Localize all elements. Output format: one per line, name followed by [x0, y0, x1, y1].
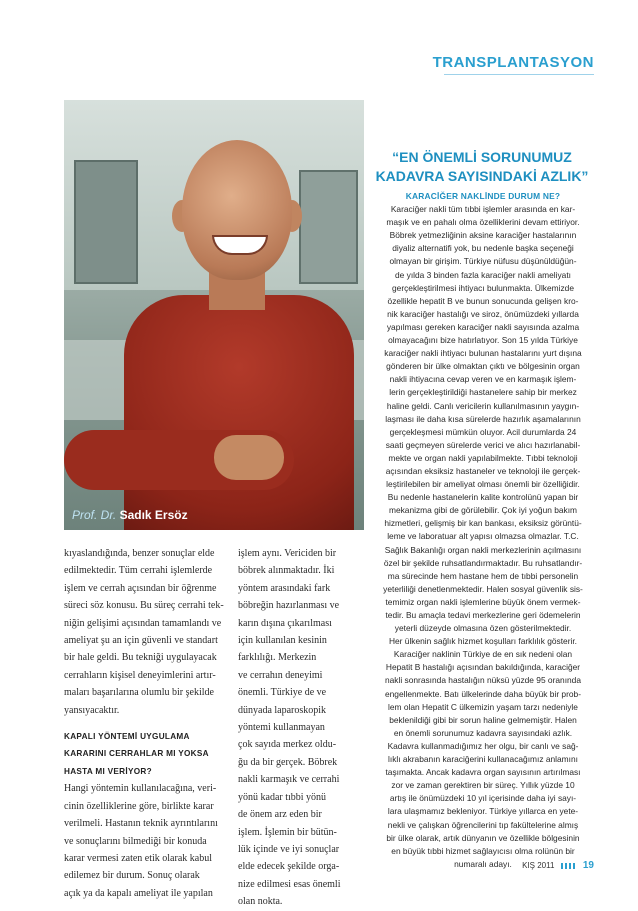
photo-medical-equipment-right: [299, 170, 358, 284]
caption-name: Sadık Ersöz: [119, 508, 188, 522]
sidebar-title: [372, 148, 592, 186]
subheading-line: KARARINI CERRAHLAR MI YOKSA: [64, 749, 209, 759]
sidebar-text-line: nekli ve çalışkan öğrencilerini tıp fakültelerine almış: [387, 819, 579, 830]
sidebar-text-line: numaralı adayı.: [454, 858, 512, 869]
sidebar-title-line: KADAVRA SAYISINDAKİ AZLIK”: [375, 168, 589, 184]
sidebar-text-line: temimiz organ nakli işlemlerine büyük önem vermek-: [385, 596, 581, 607]
body-text-line: cinin özelliklerine göre, birlikte karar: [64, 800, 214, 812]
sidebar-text-line: en önemli sorunumuz kadavra sayısındaki azlık.: [393, 727, 573, 738]
sidebar-text-line: Bu nedenle hastanelerin kalite kontrolünü yapan bir: [387, 492, 579, 503]
body-text-line: edilemez bir durum. Sonuç olarak: [64, 870, 200, 882]
body-text-line: niğin gelişimi açısından tamamlandı ve: [64, 617, 222, 629]
sidebar-text-line: lem olan Hepatit C ülkemizin yaşam tarzı nedeniyle: [388, 701, 578, 712]
body-text-line: yansıyacaktır.: [64, 704, 120, 716]
sidebar-text-line: hizmetleri, gelişmiş bir kan bankası, eksiksiz görüntü-: [384, 518, 582, 529]
sidebar-text-line: lıklı akrabanın karaciğerini kullanacağımız anlamını: [388, 754, 578, 765]
issue-label: KIŞ 2011: [522, 861, 555, 870]
subheading-line: HASTA MI VERİYOR?: [64, 766, 152, 776]
sidebar-text-line: artış ile önümüzdeki 10 yıl içerisinde daha iyi sayı-: [389, 793, 577, 804]
body-text-line: işlem aynı. Vericiden bir: [238, 548, 337, 559]
body-text-line: bir hale geldi. Bu tekniği uygulayacak: [64, 652, 217, 664]
photo-medical-equipment-left: [74, 160, 138, 284]
body-text-line: elde edecek şekilde orga-: [238, 861, 340, 873]
body-text-line: karar vermesi zaten etik olarak kabul: [64, 852, 212, 864]
sidebar-text-line: yeterli düzeyde olmasına özen gösterilmektedir.: [394, 623, 572, 634]
body-text-line: süreci söz konusu. Bu süreç cerrahi tek-: [64, 600, 224, 612]
sidebar-text-line: de yılda 3 binden fazla karaciğer nakli ameliyatı: [395, 269, 571, 280]
sidebar-text-line: maşık ve en pahalı olma özelliklerini devam ettiriyor.: [386, 217, 580, 228]
sidebar-text-line: yapılması gereken karaciğer nakli sayısında azalma: [386, 321, 580, 332]
section-title: [433, 54, 594, 71]
sidebar-text-line: Kadavra kullanmadığımız her olgu, bir canlı ve sağ-: [387, 740, 579, 751]
sidebar-text-line: gerçekleştirilmesi ihtiyacı bulunmakta. Ülkemizde: [392, 282, 574, 293]
sidebar-body: [360, 203, 606, 871]
body-text-line: edilmektedir. Tüm cerrahi işlemlerde: [64, 565, 213, 577]
sidebar-text-line: nik karaciğer hastalığı ve siroz, önümüzdeki yıllarda: [387, 308, 579, 319]
article-column-1: [64, 545, 234, 902]
body-text-line: yöntemi kullanmayan: [238, 722, 325, 734]
body-text-line: cerrahların kişisel deneyimlerini artır-: [64, 669, 216, 681]
body-text-line: ve sonuçlarını bilmediği bir konuda: [64, 835, 207, 847]
sidebar-text-line: leştirilebilen bir ameliyat olması önemli bir özelliğidir.: [386, 479, 580, 490]
caption-title: Prof. Dr.: [72, 508, 117, 522]
sidebar-text-line: nakli ihtiyacına cevap veren ve en karmaşık işlem-: [389, 374, 577, 385]
body-text-line: önemli. Türkiye de ve: [238, 687, 327, 699]
sidebar-text-line: özel bir şekilde ruhsatlandırmaktadır. Bu ruhsatlandır-: [383, 557, 583, 568]
section-title-text: TRANSPLANTASYON: [432, 54, 594, 71]
sidebar-text-line: Hepatit B hastalığı açısından bakıldığında, karaciğer: [385, 662, 581, 673]
body-text-line: için kullanılan kesinin: [238, 635, 327, 647]
body-text-line: işlem ve cerrah açısından bir öğrenme: [64, 582, 217, 594]
sidebar-text-line: haline geldi. Canlı vericilerin kullanılmasının yaygın-: [386, 400, 580, 411]
sidebar-text-line: özellikle hepatit B ve bunun sonucunda gelişen kro-: [387, 295, 579, 306]
body-text-line: Hangi yöntemin kullanılacağına, veri-: [64, 783, 217, 795]
body-text-line: de önem arz eden bir: [238, 809, 322, 821]
sidebar-text-line: diyaliz alternatifi yok, bu nedenle başka seçeneği: [392, 243, 574, 254]
photo-person-hand: [214, 435, 284, 480]
sidebar-text-line: açısından eksiksiz hastaneler ve teknoloji ile gerçek-: [385, 465, 581, 476]
body-text-line: karın dışına çıkarılması: [238, 617, 332, 629]
sidebar-title-line: “EN ÖNEMLİ SORUNUMUZ: [392, 149, 572, 165]
sidebar-text-line: karaciğer nakli ihtiyacı bulunan hastalarını yurt dışına: [384, 348, 582, 359]
page-footer: [522, 860, 594, 871]
body-text-line: açık ya da kapalı ameliyat ile yapılan: [64, 887, 213, 899]
sidebar-text-line: yeterliliği denetlenmektedir. Halen sosyal güvenlik sis-: [383, 583, 583, 594]
footer-divider-bar: [561, 863, 577, 869]
sidebar-text-line: lerin gerçekleştirildiği hastanelere sahip bir merkez: [389, 387, 577, 398]
sidebar-box: [360, 190, 606, 871]
body-text-line: lük içinde ve iyi sonuçlar: [238, 843, 340, 855]
sidebar-text-line: zor ve zaman gerektiren bir süreç. Yıllık yüzde 10: [391, 780, 575, 791]
sidebar-text-line: taşımakta. Ancak kadavra organ sayısının artırılması: [385, 767, 581, 778]
sidebar-text-line: en büyük tıbbi hizmet sağlayıcısı olma rolünün bir: [391, 845, 575, 856]
sidebar-text-line: Sağlık Bakanlığı organ nakli merkezlerinin açılmasını: [384, 544, 582, 555]
sidebar-text-line: tedir. Bu amaçla tedavi merkezlerine geri ödemelerin: [385, 610, 581, 620]
column-1-body-a: [64, 545, 234, 719]
photo-person-body: [124, 295, 354, 530]
sidebar-text-line: nakli sonrasında hastalığın nüksü yüzde 95 oranında: [384, 675, 581, 686]
sidebar-text-line: olmayan bir girişim. Türkiye nüfusu düşünüldüğün-: [389, 256, 577, 267]
sidebar-text-line: ma sürecinde hem hastane hem de tıbbi personelin: [387, 570, 579, 581]
body-text-line: ve cerrahın deneyimi: [238, 669, 323, 681]
body-text-line: ameliyat şu an için güvenli ve standart: [64, 635, 218, 647]
body-text-line: ğu da bir gerçek. Böbrek: [238, 756, 338, 768]
sidebar-text-line: lara ulaşmamız bekleniyor. Türkiye yıllarca en yete-: [387, 806, 579, 817]
sidebar-text-line: beklenildiği gibi bir sorun haline gelmemiştir. Halen: [389, 714, 577, 725]
sidebar-text-line: leme ve laboratuar alt yapısı olmazsa olmazlar. T.C.: [387, 531, 579, 542]
body-text-line: maları başarılarına olumlu bir şekilde: [64, 687, 214, 699]
sidebar-text-line: Karaciğer nakli tüm tıbbi işlemler arasında en kar-: [390, 204, 576, 215]
body-text-line: işlem. İşlemin bir bütün-: [238, 826, 337, 838]
body-text-line: olan nokta.: [238, 896, 283, 908]
body-text-line: böbrek alınmaktadır. İki: [238, 565, 335, 577]
sidebar-text-line: mekanizma gibi de görülebilir. Çok iyi yoğun bakım: [388, 505, 578, 516]
sidebar-text-line: laşması ile daha kısa sürelerde hazırlık aşamalarının: [385, 413, 581, 424]
body-text-line: böbreğin hazırlanması ve: [238, 600, 340, 612]
sidebar-text-line: Karaciğer naklinin Türkiye de en sık nedeni olan: [393, 649, 573, 660]
sidebar-text-line: bir ülke olarak, artık dünyanın ve özellikle bölgesinin: [386, 832, 580, 843]
body-text-line: yöntem arasındaki fark: [238, 582, 331, 594]
section-title-rule: [444, 74, 594, 75]
sidebar-text-line: Her ülkenin sağlık hizmet koşulları farklılık gösterir.: [388, 636, 578, 647]
body-text-line: verilmeli. Hastanın teknik ayrıntılarını: [64, 818, 218, 830]
photo-caption: [72, 508, 188, 522]
body-text-line: çok sayıda merkez oldu-: [238, 739, 337, 751]
sidebar-text-line: gerçekleşmesi mümkün oluyor. Acil durumlarda 24: [389, 426, 577, 437]
photo-person-head: [182, 140, 292, 280]
body-text-line: yönü kadar tıbbi yönü: [238, 791, 327, 803]
column-2-body: [238, 545, 346, 911]
sidebar-subheading: KARACİĞER NAKLİNDE DURUM NE?: [405, 191, 561, 201]
page-number: 19: [582, 860, 594, 871]
body-text-line: kıyaslandığında, benzer sonuçlar elde: [64, 548, 215, 559]
sidebar-text-line: engellenmekte. Batı ülkelerinde daha büyük bir prob-: [384, 688, 581, 699]
sidebar-text-line: Böbrek yetmezliğinin aksine karaciğer hastalarının: [389, 230, 577, 241]
portrait-photo: [64, 100, 364, 530]
body-text-line: nakli karmaşık ve cerrahi: [238, 774, 340, 786]
subheading-line: KAPALI YÖNTEMİ UYGULAMA: [64, 732, 190, 742]
body-text-line: nize edilmesi esas önemli: [238, 878, 341, 890]
column-1-body-b: [64, 780, 234, 902]
sidebar-text-line: gönderen bir ülke olmaktan çıktı ve bölgesinin organ: [386, 361, 580, 372]
body-text-line: dünyada laparoskopik: [238, 704, 327, 716]
body-text-line: farklılığı. Merkezin: [238, 652, 317, 664]
sidebar-text-line: saati geçmeyen sürelerde verici ve alıcı hazırlanabil-: [385, 439, 581, 450]
sidebar-text-line: olmayacağını bize hatırlatıyor. Son 15 yılda Türkiye: [388, 335, 578, 346]
article-column-2: [238, 545, 346, 911]
sidebar-text-line: mekte ve organ nakli yapılabilmekte. Tıbbi teknoloji: [388, 452, 578, 463]
